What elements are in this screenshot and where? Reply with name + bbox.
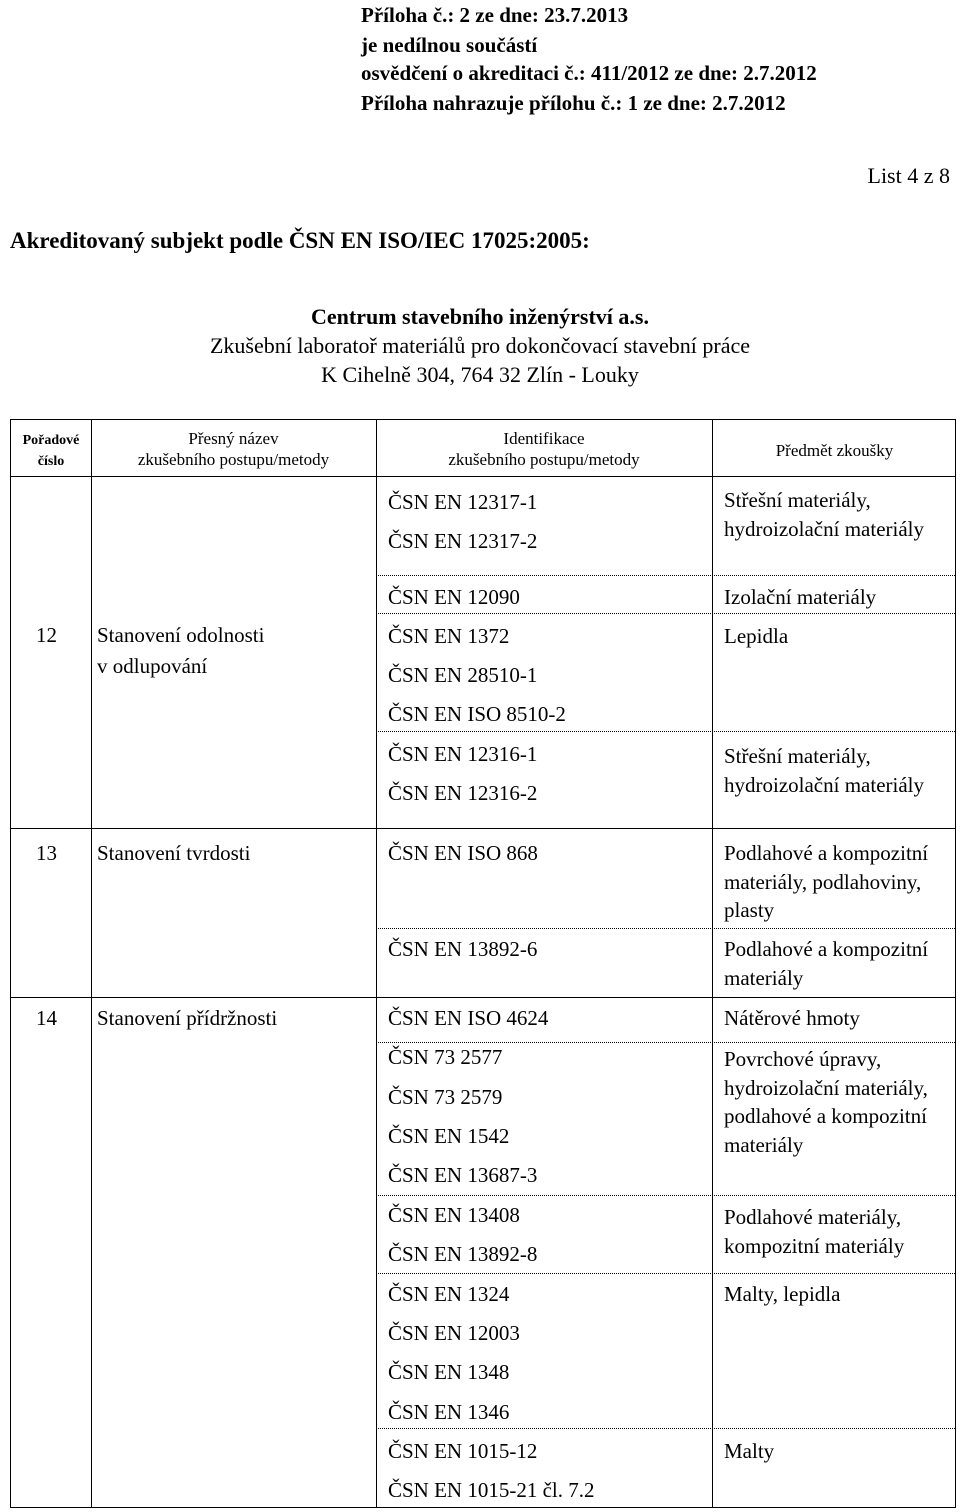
method-name: Stanovení přídržnosti: [97, 1006, 278, 1030]
header-test-subject: Předmět zkoušky: [775, 441, 894, 460]
method-id: ČSN EN 13408: [388, 1203, 520, 1227]
row-separator: [11, 828, 955, 829]
method-id: ČSN EN 28510-1: [388, 663, 538, 687]
method-name: v odlupování: [97, 654, 208, 678]
organization-block: [0, 302, 960, 389]
group-separator: [376, 928, 955, 929]
laboratory-address: K Cihelně 304, 764 32 Zlín - Louky: [321, 362, 639, 387]
group-separator: [376, 575, 955, 576]
row-separator: [11, 997, 955, 998]
accreditation-certificate: osvědčení o akreditaci č.: 411/2012 ze dne: 2.7.2012: [361, 61, 817, 85]
row-number: 14: [36, 1006, 57, 1030]
test-subject: Nátěrové hmoty: [724, 1006, 860, 1030]
header-order-number: Pořadové číslo: [22, 433, 80, 469]
header-method-name: Přesný název zkušebního postupu/metody: [137, 429, 330, 469]
method-id: ČSN 73 2579: [388, 1085, 503, 1109]
test-subject: Podlahové a kompozitní materiály: [724, 937, 929, 990]
annex-integral-note: je nedílnou součástí: [361, 33, 538, 57]
group-separator: [376, 1273, 955, 1274]
method-id: ČSN EN ISO 868: [388, 841, 538, 865]
column-divider: [91, 420, 92, 1507]
test-subject: Podlahové a kompozitní materiály, podlahoviny, plasty: [724, 841, 929, 922]
test-subject: Podlahové materiály, kompozitní materiály: [724, 1205, 905, 1258]
test-subject: Lepidla: [724, 624, 789, 648]
laboratory-name: Zkušební laboratoř materiálů pro dokončovací stavební práce: [209, 333, 751, 358]
column-divider: [376, 420, 377, 1507]
group-separator: [376, 731, 955, 732]
row-number: 12: [36, 623, 57, 647]
method-id: ČSN EN 1372: [388, 624, 510, 648]
test-subject: Malty: [724, 1439, 775, 1463]
annex-number: Příloha č.: 2 ze dne: 23.7.2013: [361, 3, 629, 27]
test-subject: Povrchové úpravy, hydroizolační materiály, podlahové a kompozitní materiály: [724, 1047, 928, 1157]
test-subject: Střešní materiály, hydroizolační materiály: [724, 744, 925, 797]
group-separator: [376, 613, 955, 614]
column-divider: [712, 420, 713, 1507]
method-id: ČSN EN 12090: [388, 585, 520, 609]
methods-table: [10, 419, 956, 1508]
method-id: ČSN EN 12317-2: [388, 529, 538, 553]
accredited-subject-heading: Akreditovaný subjekt podle ČSN EN ISO/IEC 17025:2005:: [10, 228, 590, 253]
test-subject: Střešní materiály, hydroizolační materiály: [724, 488, 925, 541]
method-id: ČSN EN 13687-3: [388, 1163, 538, 1187]
method-id: ČSN EN 12316-1: [388, 742, 538, 766]
method-id: ČSN 73 2577: [388, 1045, 503, 1069]
method-id: ČSN EN 12317-1: [388, 490, 538, 514]
method-id: ČSN EN 1346: [388, 1400, 510, 1424]
method-id: ČSN EN 1015-12: [388, 1439, 538, 1463]
method-id: ČSN EN 1324: [388, 1282, 510, 1306]
method-id: ČSN EN 13892-8: [388, 1242, 538, 1266]
method-id: ČSN EN 1348: [388, 1360, 510, 1384]
method-name: Stanovení odolnosti: [97, 623, 265, 647]
method-id: ČSN EN 12316-2: [388, 781, 538, 805]
method-id: ČSN EN 12003: [388, 1321, 520, 1345]
group-separator: [376, 1428, 955, 1429]
method-id: ČSN EN 1542: [388, 1124, 510, 1148]
method-name: Stanovení tvrdosti: [97, 841, 251, 865]
organization-name: Centrum stavebního inženýrství a.s.: [311, 304, 649, 329]
annex-replaces: Příloha nahrazuje přílohu č.: 1 ze dne: 2.7.2012: [361, 91, 786, 115]
page-number: List 4 z 8: [867, 163, 950, 188]
test-subject: Izolační materiály: [724, 585, 877, 609]
group-separator: [376, 1195, 955, 1196]
header-method-id: Identifikace zkušebního postupu/metody: [448, 429, 640, 469]
method-id: ČSN EN 1015-21 čl. 7.2: [388, 1478, 595, 1502]
header-separator: [11, 476, 955, 477]
test-subject: Malty, lepidla: [724, 1282, 841, 1306]
method-id: ČSN EN ISO 4624: [388, 1006, 549, 1030]
row-number: 13: [36, 841, 57, 865]
method-id: ČSN EN ISO 8510-2: [388, 702, 566, 726]
method-id: ČSN EN 13892-6: [388, 937, 538, 961]
